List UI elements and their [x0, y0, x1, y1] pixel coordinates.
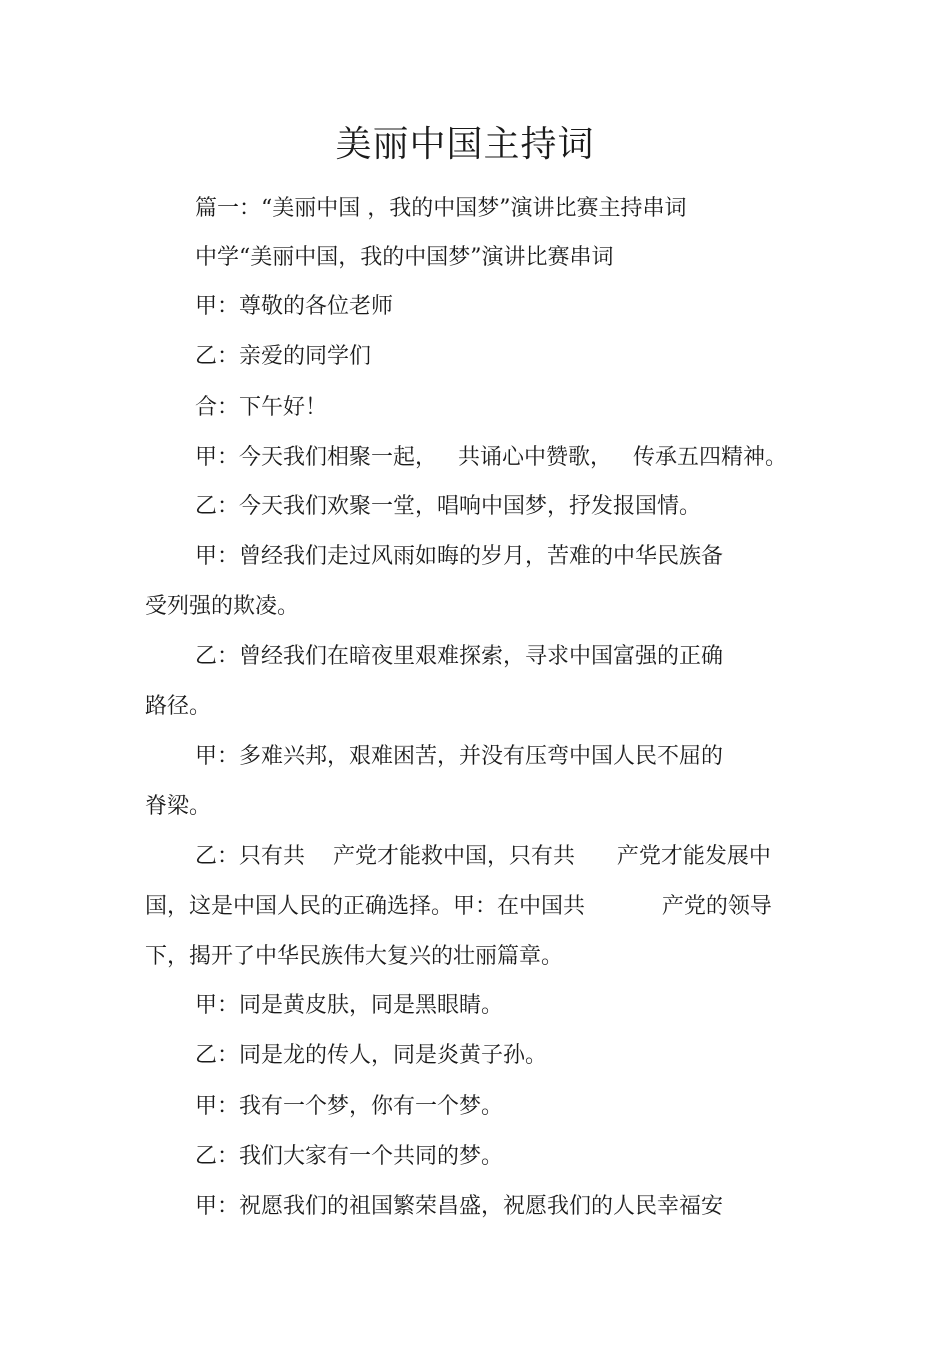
text-line: 乙：只有共 产党才能救中国，只有共 产党才能发展中 — [195, 844, 771, 869]
text-line: 受列强的欺凌。 — [145, 594, 300, 619]
text-line: 甲：多难兴邦，艰难困苦，并没有压弯中国人民不屈的 — [195, 744, 724, 769]
text-line: 乙：今天我们欢聚一堂，唱响中国梦，抒发报国情。 — [195, 494, 702, 519]
text-line: 乙：亲爱的同学们 — [195, 344, 372, 369]
text-line: 中学“美丽中国，我的中国梦”演讲比赛串词 — [195, 245, 614, 270]
text-line: 乙：同是龙的传人，同是炎黄子孙。 — [195, 1043, 548, 1068]
text-line: 甲：同是黄皮肤，同是黑眼睛。 — [195, 993, 504, 1018]
text-line: 下，揭开了中华民族伟大复兴的壮丽篇章。 — [145, 944, 564, 969]
text-line: 乙：曾经我们在暗夜里艰难探索，寻求中国富强的正确 — [195, 644, 724, 669]
text-line: 脊梁。 — [145, 794, 212, 819]
text-line: 路径。 — [145, 694, 212, 719]
document-title: 美丽中国主持词 — [335, 124, 595, 165]
text-line: 甲：我有一个梦，你有一个梦。 — [195, 1094, 504, 1119]
text-line: 合：下午好！ — [195, 395, 328, 420]
text-line: 甲：今天我们相聚一起， 共诵心中赞歌， 传承五四精神。 — [195, 445, 787, 470]
text-line: 甲：祝愿我们的祖国繁荣昌盛，祝愿我们的人民幸福安 — [195, 1194, 724, 1219]
text-line: 乙：我们大家有一个共同的梦。 — [195, 1144, 504, 1169]
text-line: 国，这是中国人民的正确选择。甲：在中国共 产党的领导 — [145, 894, 772, 919]
text-line: 篇一：“美丽中国 ，我的中国梦”演讲比赛主持串词 — [195, 196, 687, 221]
text-line: 甲：曾经我们走过风雨如晦的岁月，苦难的中华民族备 — [195, 544, 724, 569]
text-line: 甲：尊敬的各位老师 — [195, 294, 394, 319]
